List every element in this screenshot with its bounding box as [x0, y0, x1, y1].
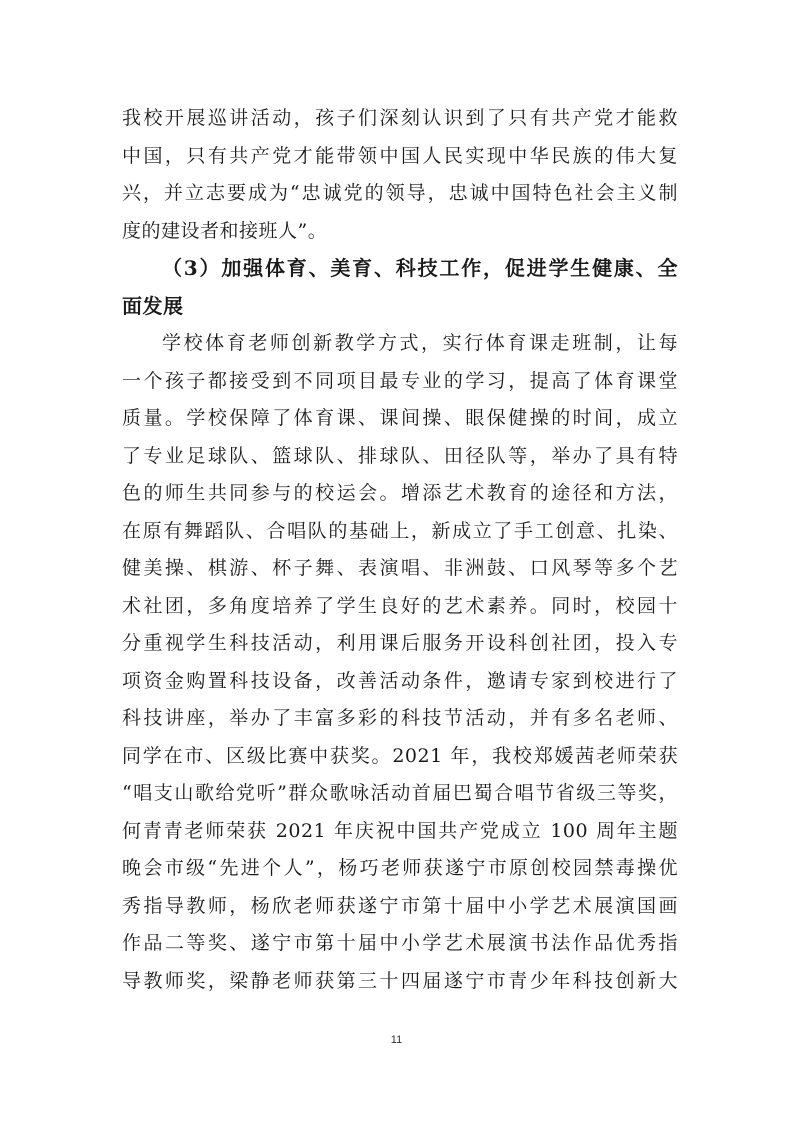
heading-line: 面发展 [122, 293, 184, 318]
paragraph-line: 导教师奖，梁静老师获第三十四届遂宁市青少年科技创新大 [122, 969, 678, 992]
paragraph-line: 晚会市级“先进个人”，杨巧老师获遂宁市原创校园禁毒操优 [122, 857, 678, 879]
page-number: 11 [390, 1034, 403, 1046]
paragraph-line: 中国，只有共产党才能带领中国人民实现中华民族的伟大复 [122, 144, 678, 167]
paragraph-line: “唱支山歌给党听”群众歌咏活动首届巴蜀合唱节省级三等奖， [122, 782, 678, 804]
paragraph-line: 项资金购置科技设备，改善活动条件，邀请专家到校进行了 [122, 669, 678, 692]
paragraph-line: 一个孩子都接受到不同项目最专业的学习，提高了体育课堂 [122, 369, 678, 392]
paragraph-line: 在原有舞蹈队、合唱队的基础上，新成立了手工创意、扎染、 [122, 519, 678, 542]
paragraph-line: 色的师生共同参与的校运会。增添艺术教育的途径和方法， [122, 482, 678, 504]
paragraph-line: 兴，并立志要成为“忠诚党的领导，忠诚中国特色社会主义制 [122, 182, 678, 204]
paragraph-line: 学校体育老师创新教学方式，实行体育课走班制，让每 [162, 332, 678, 354]
paragraph-line: 科技讲座，举办了丰富多彩的科技节活动，并有多名老师、 [122, 707, 678, 729]
paragraph-line: 我校开展巡讲活动，孩子们深刻认识到了只有共产党才能救 [122, 107, 678, 129]
paragraph-line: 分重视学生科技活动，利用课后服务开设科创社团，投入专 [122, 632, 678, 654]
heading-line: （3）加强体育、美育、科技工作，促进学生健康、全 [162, 256, 678, 280]
paragraph-line: 术社团，多角度培养了学生良好的艺术素养。同时，校园十 [122, 594, 678, 617]
paragraph-line: 作品二等奖、遂宁市第十届中小学艺术展演书法作品优秀指 [122, 932, 678, 954]
paragraph-line: 秀指导教师，杨欣老师获遂宁市第十届中小学艺术展演国画 [122, 894, 678, 917]
paragraph-line: 同学在市、区级比赛中获奖。2021 年，我校郑媛茜老师荣获 [122, 744, 678, 767]
paragraph-line: 健美操、棋游、杯子舞、表演唱、非洲鼓、口风琴等多个艺 [122, 557, 678, 579]
intro-paragraph [122, 100, 678, 250]
section-heading [122, 250, 678, 325]
main-paragraph [122, 325, 678, 1000]
paragraph-line: 何青青老师荣获 2021 年庆祝中国共产党成立 100 周年主题 [122, 819, 678, 842]
paragraph-line: 了专业足球队、篮球队、排球队、田径队等，举办了具有特 [122, 444, 678, 467]
paragraph-line: 质量。学校保障了体育课、课间操、眼保健操的时间，成立 [122, 407, 678, 429]
paragraph-line: 度的建设者和接班人”。 [122, 219, 328, 242]
